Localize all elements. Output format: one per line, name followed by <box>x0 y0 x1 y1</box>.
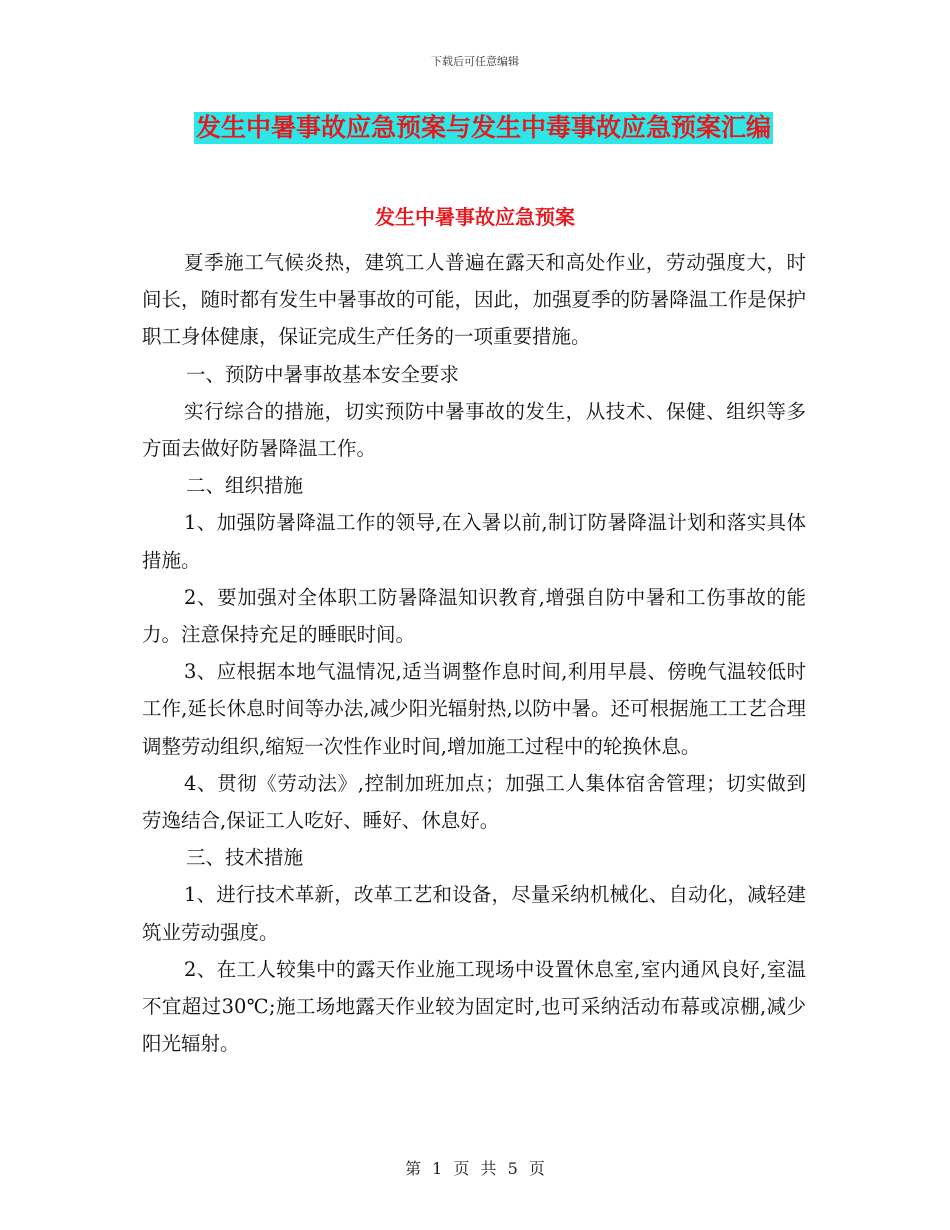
paragraph: 3、应根据本地气温情况,适当调整作息时间,利用早晨、傍晚气温较低时工作,延长休息时间等办法,减少阳光辐射热,以防中暑。还可根据施工工艺合理调整劳动组织,缩短一次性作业时间,增加施工过程中的轮换休息。 <box>142 660 806 758</box>
section-title: 发生中暑事故应急预案 <box>375 205 575 229</box>
paragraph: 2、要加强对全体职工防暑降温知识教育,增强自防中暑和工伤事故的能力。注意保持充足的睡眠时间。 <box>142 585 806 647</box>
section-heading: 一、预防中暑事故基本安全要求 <box>186 362 460 386</box>
main-title: 发生中暑事故应急预案与发生中毒事故应急预案汇编 <box>196 113 772 142</box>
paragraph: 1、进行技术革新，改革工艺和设备，尽量采纳机械化、自动化，减轻建筑业劳动强度。 <box>142 883 806 944</box>
section-heading: 三、技术措施 <box>186 846 304 870</box>
paragraph: 1、加强防暑降温工作的领导,在入暑以前,制订防暑降温计划和落实具体措施。 <box>142 511 806 572</box>
paragraph: 实行综合的措施，切实预防中暑事故的发生，从技术、保健、组织等多方面去做好防暑降温工作。 <box>142 399 806 461</box>
paragraph: 4、贯彻《劳动法》,控制加班加点；加强工人集体宿舍管理；切实做到劳逸结合,保证工人吃好、睡好、休息好。 <box>142 771 806 833</box>
page-footer: 第 1 页 共 5 页 <box>405 1159 545 1178</box>
document-body <box>142 244 806 1062</box>
header-note: 下载后可任意编辑 <box>431 55 519 68</box>
paragraph: 夏季施工气候炎热，建筑工人普遍在露天和高处作业，劳动强度大，时间长，随时都有发生中暑事故的可能，因此，加强夏季的防暑降温工作是保护职工身体健康，保证完成生产任务的一项重要措施。 <box>142 251 806 349</box>
paragraph: 2、在工人较集中的露天作业施工现场中设置休息室,室内通风良好,室温不宜超过30℃;施工场地露天作业较为固定时,也可采纳活动布幕或凉棚,减少阳光辐射。 <box>142 957 806 1056</box>
section-heading: 二、组织措施 <box>186 474 304 498</box>
